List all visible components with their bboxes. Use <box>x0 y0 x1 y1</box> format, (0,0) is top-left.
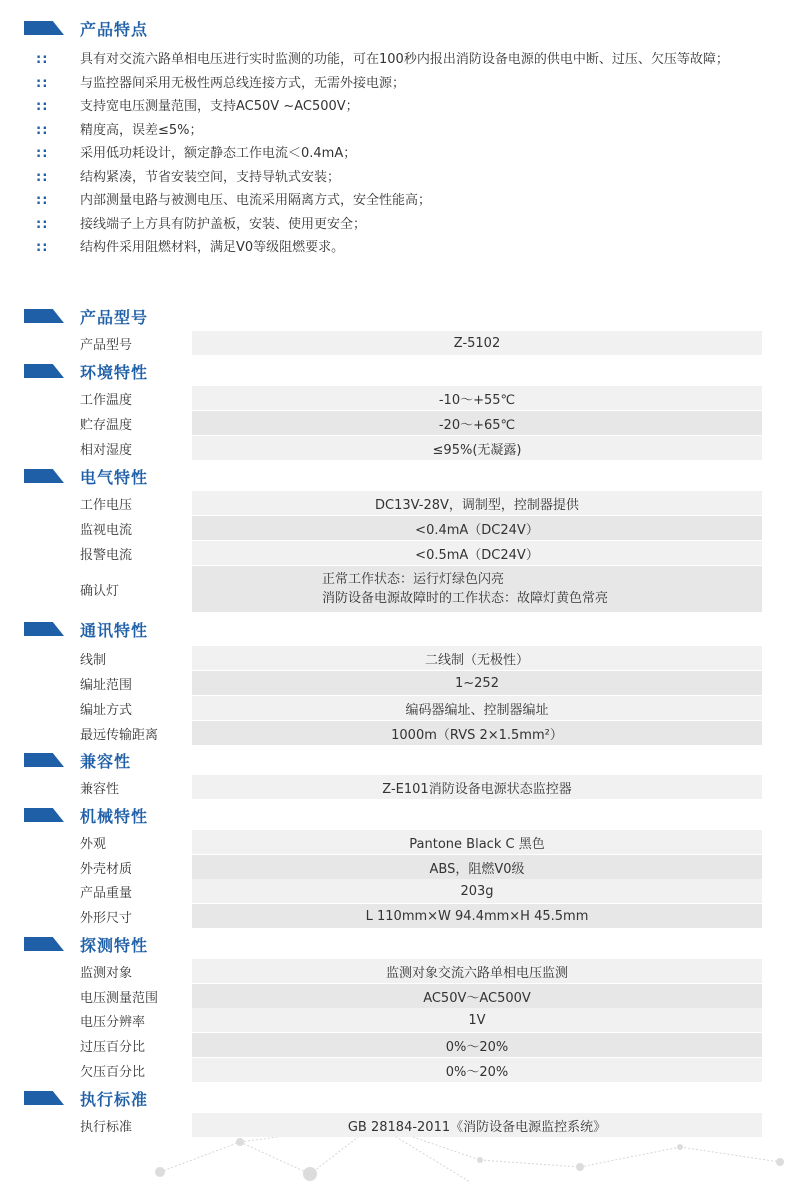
list-item <box>36 142 771 166</box>
row-label: 相对湿度 <box>80 442 133 458</box>
row-value: <0.4mA（DC24V） <box>192 516 762 540</box>
feature-text: 内部测量电路与被测电压、电流采用隔离方式，安全性能高； <box>80 193 432 208</box>
table-row <box>80 775 762 799</box>
section-flag-icon <box>24 469 64 483</box>
section-features <box>24 16 148 40</box>
row-label: 最远传输距离 <box>80 727 159 743</box>
row-value: Z-E101消防设备电源状态监控器 <box>192 775 762 799</box>
indicator-line-normal: 正常工作状态：运行灯绿色闪亮 <box>322 572 505 587</box>
list-item <box>36 213 771 237</box>
row-label: 编址范围 <box>80 677 133 693</box>
list-item <box>36 48 771 72</box>
table-row <box>80 1033 762 1057</box>
row-value: 1V <box>192 1008 762 1032</box>
table-row <box>80 566 762 612</box>
list-item <box>36 189 771 213</box>
table-row <box>80 721 762 745</box>
row-value: 编码器编址、控制器编址 <box>192 696 762 720</box>
row-label: 工作电压 <box>80 497 133 513</box>
row-value: DC13V-28V，调制型，控制器提供 <box>192 491 762 515</box>
table-row <box>80 696 762 720</box>
table-row <box>80 1113 762 1137</box>
feature-text: 支持宽电压测量范围，支持AC50V ~AC500V； <box>80 99 359 114</box>
row-label: 外观 <box>80 836 107 852</box>
section-title: 产品特点 <box>80 19 149 39</box>
row-value: 1~252 <box>192 671 762 695</box>
section-title: 电气特性 <box>80 467 149 487</box>
row-value: L 110mm×W 94.4mm×H 45.5mm <box>192 904 762 928</box>
feature-text: 与监控器间采用无极性两总线连接方式，无需外接电源； <box>80 75 406 91</box>
row-value: 二线制（无极性） <box>192 646 762 670</box>
row-value: 0%～20% <box>192 1058 762 1082</box>
table-row <box>80 436 762 460</box>
section-title: 执行标准 <box>80 1089 149 1109</box>
row-label: 欠压百分比 <box>80 1064 146 1080</box>
list-item <box>36 119 771 143</box>
row-value: Pantone Black C 黑色 <box>192 830 762 854</box>
table-row <box>80 411 762 435</box>
section-electrical <box>24 464 148 488</box>
feature-text: 结构件采用阻燃材料，满足V0等级阻燃要求。 <box>80 240 345 255</box>
section-flag-icon <box>24 309 64 323</box>
row-label: 兼容性 <box>80 781 120 797</box>
section-title: 环境特性 <box>80 362 149 382</box>
section-flag-icon <box>24 364 64 378</box>
table-row <box>80 855 762 879</box>
row-value: Z-5102 <box>192 331 762 355</box>
table-row <box>80 331 762 355</box>
row-label: 工作温度 <box>80 392 133 408</box>
row-label: 报警电流 <box>80 547 133 563</box>
section-standard <box>24 1086 148 1110</box>
list-item <box>36 72 771 96</box>
feature-text: 采用低功耗设计，额定静态工作电流＜0.4mA； <box>80 146 357 161</box>
row-label: 贮存温度 <box>80 417 133 433</box>
section-detection <box>24 932 148 956</box>
section-title: 机械特性 <box>80 806 149 826</box>
table-row <box>80 879 762 903</box>
section-model <box>24 304 148 328</box>
table-row <box>80 671 762 695</box>
table-row <box>80 1058 762 1082</box>
row-value: <0.5mA（DC24V） <box>192 541 762 565</box>
row-label: 执行标准 <box>80 1119 133 1135</box>
bullet-icon: :: <box>36 99 49 114</box>
row-label: 线制 <box>80 652 107 668</box>
row-label: 电压分辨率 <box>80 1014 146 1030</box>
bullet-icon: :: <box>36 240 49 255</box>
row-value: 203g <box>192 879 762 903</box>
section-title: 产品型号 <box>80 307 149 327</box>
row-label: 监视电流 <box>80 522 133 538</box>
section-flag-icon <box>24 937 64 951</box>
row-label: 电压测量范围 <box>80 990 159 1006</box>
table-row <box>80 386 762 410</box>
row-label: 外壳材质 <box>80 861 133 877</box>
bullet-icon: :: <box>36 216 49 232</box>
table-row <box>80 904 762 928</box>
bullet-icon: :: <box>36 146 49 161</box>
bullet-icon: :: <box>36 169 49 185</box>
section-flag-icon <box>24 622 64 636</box>
row-label: 产品重量 <box>80 885 133 901</box>
feature-list <box>36 48 771 260</box>
row-label: 监测对象 <box>80 965 133 981</box>
row-label: 产品型号 <box>80 337 133 353</box>
section-compatibility <box>24 748 131 772</box>
row-value: ABS，阻燃V0级 <box>192 855 762 879</box>
section-flag-icon <box>24 753 64 767</box>
feature-text: 精度高，误差≤5%； <box>80 122 203 138</box>
section-flag-icon <box>24 1091 64 1105</box>
row-value: 0%～20% <box>192 1033 762 1057</box>
section-mechanical <box>24 803 148 827</box>
table-row <box>80 959 762 983</box>
row-value: 1000m（RVS 2×1.5mm²） <box>192 721 762 745</box>
row-value <box>192 566 762 612</box>
section-title: 兼容性 <box>80 751 132 771</box>
section-flag-icon <box>24 21 64 35</box>
row-label: 确认灯 <box>80 583 120 599</box>
list-item <box>36 236 771 260</box>
table-row <box>80 1008 762 1032</box>
list-item <box>36 95 771 119</box>
section-communication <box>24 617 148 641</box>
feature-text: 结构紧凑，节省安装空间，支持导轨式安装； <box>80 169 341 185</box>
row-value: AC50V～AC500V <box>192 984 762 1008</box>
list-item <box>36 166 771 190</box>
table-row <box>80 516 762 540</box>
row-label: 编址方式 <box>80 702 133 718</box>
bullet-icon: :: <box>36 75 49 91</box>
section-title: 通讯特性 <box>80 620 149 640</box>
bullet-icon: :: <box>36 193 49 208</box>
bullet-icon: :: <box>36 52 49 67</box>
section-title: 探测特性 <box>80 935 149 955</box>
row-value: -10～+55℃ <box>192 386 762 410</box>
table-row <box>80 491 762 515</box>
row-label: 过压百分比 <box>80 1039 146 1055</box>
table-row <box>80 830 762 854</box>
row-value: GB 28184-2011《消防设备电源监控系统》 <box>192 1113 762 1137</box>
row-label: 外形尺寸 <box>80 910 133 926</box>
table-row <box>80 984 762 1008</box>
section-flag-icon <box>24 808 64 822</box>
indicator-line-fault: 消防设备电源故障时的工作状态：故障灯黄色常亮 <box>322 591 609 606</box>
feature-text: 具有对交流六路单相电压进行实时监测的功能，可在100秒内报出消防设备电源的供电中断、过压、欠压等故障； <box>80 52 729 67</box>
row-value: 监测对象交流六路单相电压监测 <box>192 959 762 983</box>
row-value: -20～+65℃ <box>192 411 762 435</box>
bullet-icon: :: <box>36 122 49 138</box>
feature-text: 接线端子上方具有防护盖板，安装、使用更安全； <box>80 216 367 232</box>
table-row <box>80 541 762 565</box>
row-value: ≤95%(无凝露) <box>192 436 762 460</box>
table-row <box>80 646 762 670</box>
section-environment <box>24 359 148 383</box>
